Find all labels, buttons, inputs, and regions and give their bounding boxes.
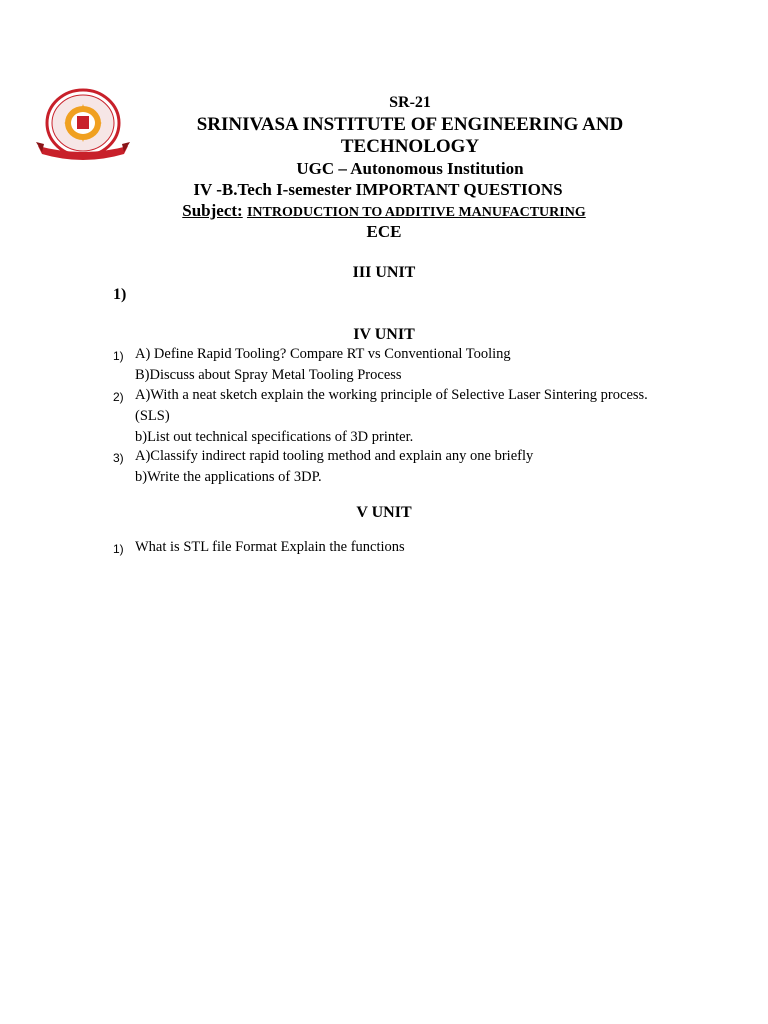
subject-line [0, 201, 768, 221]
question-line: (SLS) [135, 408, 170, 424]
institute-name-line1: SRINIVASA INSTITUTE OF ENGINEERING AND [196, 114, 624, 135]
question-line: A)With a neat sketch explain the working principle of Selective Laser Sintering process. [135, 387, 648, 403]
course-title: IV -B.Tech I-semester IMPORTANT QUESTIONS [193, 180, 563, 199]
unit-title-iii: III UNIT [352, 264, 416, 281]
question-line: b)Write the applications of 3DP. [135, 469, 322, 485]
question-line: B)Discuss about Spray Metal Tooling Process [135, 367, 402, 383]
branch: ECE [366, 222, 402, 241]
question-line: A) Define Rapid Tooling? Compare RT vs Conventional Tooling [135, 346, 511, 362]
question-number: 2) [113, 390, 124, 404]
subject-label: Subject: [182, 201, 243, 220]
regulation-code: SR-21 [389, 94, 431, 111]
question-number: 3) [113, 451, 124, 465]
unit-title-v: V UNIT [356, 504, 412, 521]
unit-iii-question-number: 1) [113, 286, 127, 303]
question-number: 1) [113, 349, 124, 363]
question-line: b)List out technical specifications of 3D printer. [135, 429, 414, 445]
question-line: What is STL file Format Explain the functions [135, 539, 405, 555]
subject-value: INTRODUCTION TO ADDITIVE MANUFACTURING [246, 205, 586, 220]
unit-title-iv: IV UNIT [353, 326, 415, 343]
question-line: A)Classify indirect rapid tooling method and explain any one briefly [135, 448, 534, 464]
institute-name-line2: TECHNOLOGY [340, 136, 480, 157]
institution-status: UGC – Autonomous Institution [296, 159, 524, 178]
question-number: 1) [113, 542, 124, 556]
